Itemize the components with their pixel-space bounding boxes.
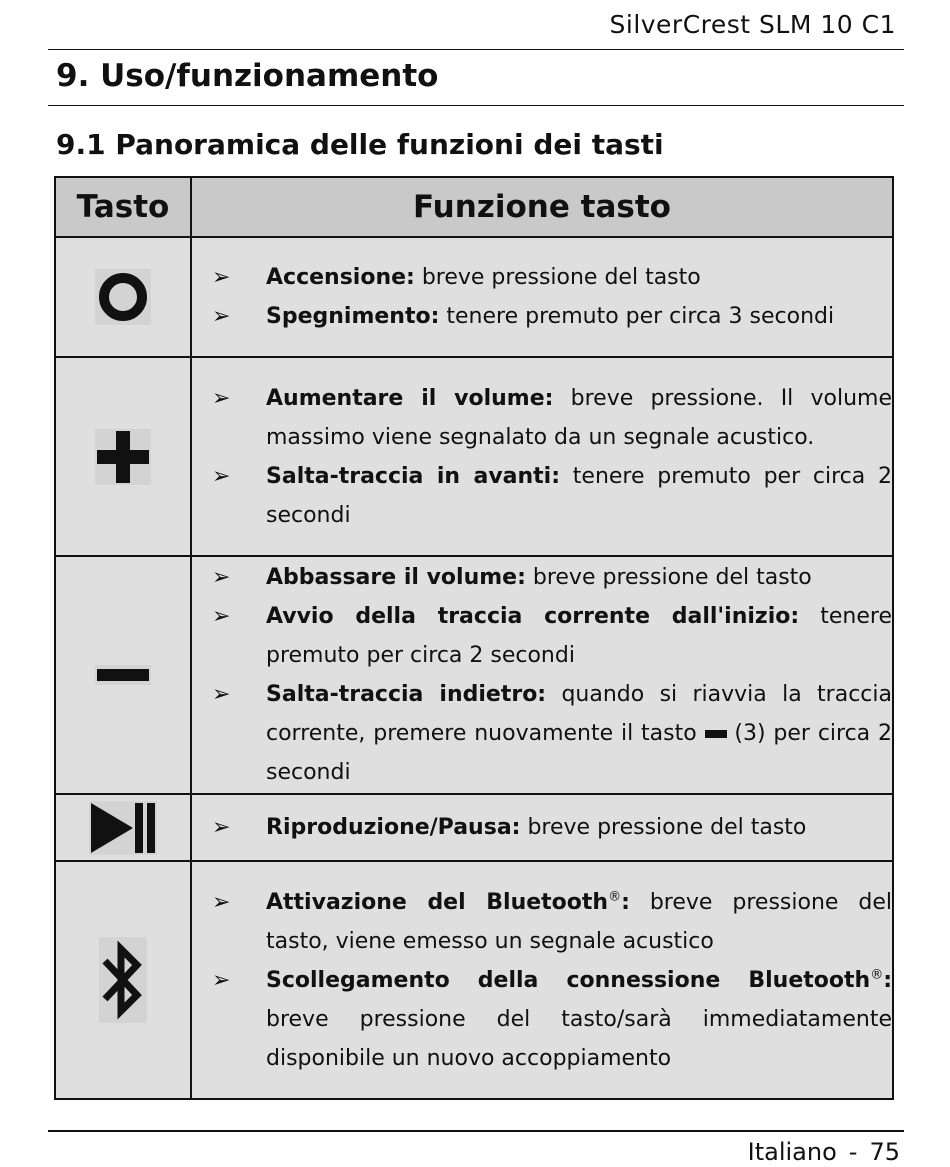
function-description: breve pressione del tasto, viene emesso un segnale acustico: [266, 889, 892, 954]
function-name: Salta-traccia in avanti:: [266, 463, 561, 489]
function-name-colon: :: [883, 967, 892, 993]
list-item: [192, 258, 892, 297]
function-description: tenere premuto per circa 2 secondi: [266, 604, 892, 668]
function-name: Spegnimento:: [266, 304, 440, 329]
function-name: Scollegamento della connessione Bluetooth: [266, 967, 871, 993]
function-cell: [191, 556, 893, 794]
bullet-arrow-icon: ➢: [212, 967, 231, 993]
list-item: [192, 558, 892, 597]
function-name: Attivazione del Bluetooth: [266, 889, 609, 915]
bullet-arrow-icon: ➢: [212, 889, 231, 915]
function-description: tenere premuto per circa 3 secondi: [439, 304, 835, 329]
table-row: [55, 237, 893, 357]
table-row: [55, 556, 893, 794]
key-cell: [55, 861, 191, 1099]
list-item: [192, 808, 892, 847]
list-item: [192, 457, 892, 535]
power-ring-icon: [95, 269, 151, 325]
function-cell: [191, 237, 893, 357]
table-row: [55, 794, 893, 861]
list-item: [192, 961, 892, 1078]
bluetooth-icon: [99, 937, 147, 1023]
column-header-function: Funzione tasto: [191, 177, 893, 237]
table-row: [55, 357, 893, 556]
function-description: tenere premuto per circa 2 secondi: [266, 463, 892, 528]
key-cell: [55, 237, 191, 357]
list-item: [192, 597, 892, 675]
bullet-arrow-icon: ➢: [212, 385, 231, 411]
function-description: breve pressione. Il volume massimo viene segnalato da un segnale acustico.: [266, 385, 892, 450]
function-cell: [191, 794, 893, 861]
bullet-arrow-icon: ➢: [212, 604, 231, 629]
function-name: Aumentare il volume:: [266, 385, 554, 411]
function-cell: [191, 861, 893, 1099]
play-pause-icon: [89, 801, 157, 855]
registered-mark: ®: [870, 967, 884, 983]
function-name-colon: :: [621, 889, 630, 915]
function-name: Accensione:: [266, 265, 415, 290]
function-description: breve pressione del tasto: [520, 815, 807, 840]
subsection-title: 9.1 Panoramica delle funzioni dei tasti: [56, 128, 664, 161]
function-name: Salta-traccia indietro:: [266, 682, 547, 707]
section-divider: [48, 105, 904, 106]
function-description-cont: (3) per circa 2 secondi: [266, 721, 893, 785]
plus-icon: [95, 429, 151, 485]
footer-language: Italiano: [747, 1138, 837, 1166]
function-description: breve pressione del tasto: [525, 565, 812, 590]
footer-separator: -: [848, 1138, 858, 1166]
bullet-arrow-icon: ➢: [212, 265, 231, 290]
bullet-arrow-icon: ➢: [212, 815, 231, 840]
key-cell: [55, 556, 191, 794]
page-number: 75: [869, 1138, 900, 1166]
model-name: SilverCrest SLM 10 C1: [609, 10, 896, 39]
list-item: [192, 675, 892, 792]
function-name: Riproduzione/Pausa:: [266, 815, 521, 840]
minus-icon: [705, 729, 727, 739]
section-title: 9. Uso/funzionamento: [56, 58, 439, 94]
minus-icon: [95, 665, 151, 685]
function-name: Avvio della traccia corrente dall'inizio:: [266, 604, 800, 629]
function-description: breve pressione del tasto/sarà immediatamente disponibile un nuovo accoppiamento: [266, 1006, 892, 1071]
function-description: quando si riavvia la traccia corrente, premere nuovamente il tasto: [266, 682, 892, 746]
bullet-arrow-icon: ➢: [212, 682, 231, 707]
bullet-arrow-icon: ➢: [212, 463, 231, 489]
list-item: [192, 883, 892, 961]
bullet-arrow-icon: ➢: [212, 304, 231, 329]
function-name: Abbassare il volume:: [266, 565, 526, 590]
function-description: breve pressione del tasto: [414, 265, 701, 290]
page-header: [48, 0, 904, 50]
table-row: [55, 861, 893, 1099]
list-item: [192, 379, 892, 457]
table-header-row: [55, 177, 893, 237]
bullet-arrow-icon: ➢: [212, 565, 231, 590]
key-cell: [55, 357, 191, 556]
list-item: [192, 297, 892, 336]
page-footer: [748, 1138, 900, 1166]
registered-mark: ®: [608, 889, 622, 905]
key-cell: [55, 794, 191, 861]
footer-divider: [48, 1130, 904, 1132]
function-cell: [191, 357, 893, 556]
column-header-key: Tasto: [55, 177, 191, 237]
key-function-table: [54, 176, 894, 1100]
